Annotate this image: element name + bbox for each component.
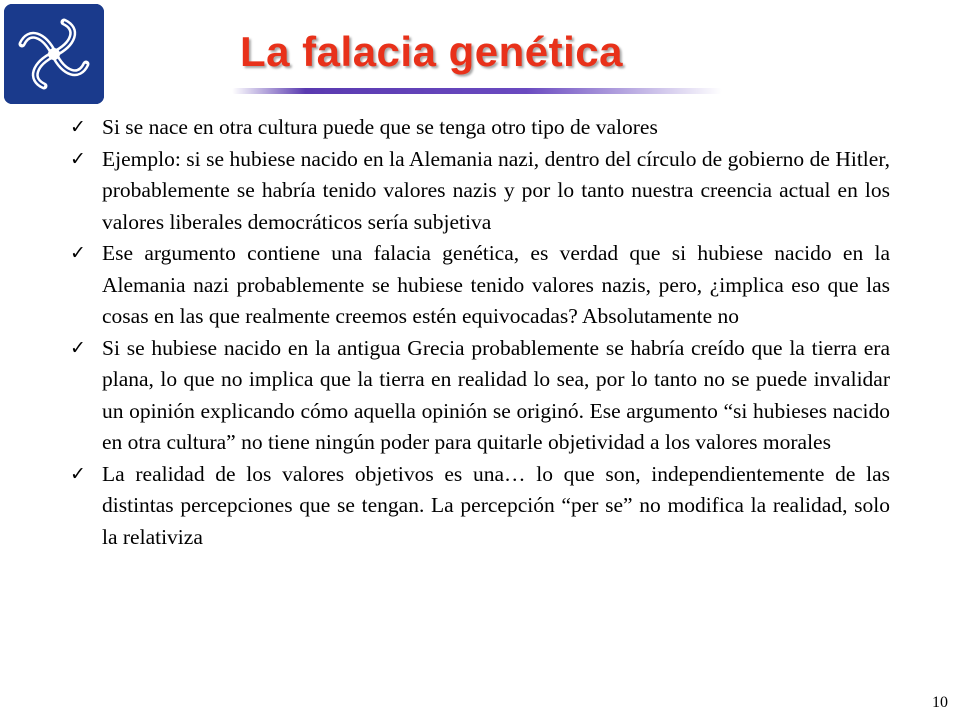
bullet-list: [64, 112, 890, 553]
bullet-item: [64, 238, 890, 333]
interlocking-hands-logo-icon: [4, 4, 104, 104]
bullet-text: Si se nace en otra cultura puede que se tenga otro tipo de valores: [102, 115, 658, 139]
bullet-item: [64, 144, 890, 239]
bullet-item: [64, 459, 890, 554]
check-mark-icon: ✓: [70, 242, 86, 264]
slide-title: La falacia genética: [240, 28, 624, 75]
check-mark-icon: ✓: [70, 147, 86, 170]
page-number: 10: [932, 694, 948, 711]
bullet-text: Ejemplo: si se hubiese nacido en la Alemania nazi, dentro del círculo de gobierno de Hitler, probablemente se habría tenido valores nazis y por lo tanto nuestra creencia actual en los valores liberales democráticos sería subjetiva: [102, 146, 890, 234]
check-mark-icon: ✓: [70, 336, 86, 359]
bullet-text: Ese argumento contiene una falacia genética, es verdad que si hubiese nacido en la Alemania nazi probablemente se hubiese tenido valores nazis, pero, ¿implica eso que las cosas en las que realmente creemos estén equivocadas? Absolutamente no: [102, 241, 890, 328]
bullet-text: Si se hubiese nacido en la antigua Grecia probablemente se habría creído que la tierra era plana, lo que no implica que la tierra en realidad lo sea, por lo tanto no se puede invalidar un opinión explicando cómo aquella opinión se originó. Ese argumento “si hubieses nacido en otra cultura” no tiene ningún poder para quitarle objetividad a los valores morales: [102, 335, 890, 454]
check-mark-icon: ✓: [70, 462, 86, 485]
bullet-text: La realidad de los valores objetivos es una… lo que son, independientemente de las distintas percepciones que se tengan. La percepción “per se” no modifica la realidad, solo la relativiza: [102, 461, 890, 549]
check-mark-icon: ✓: [70, 116, 86, 138]
bullet-item: [64, 112, 890, 144]
logo: [4, 4, 104, 104]
title-underline: [232, 88, 722, 94]
bullet-item: [64, 333, 890, 459]
